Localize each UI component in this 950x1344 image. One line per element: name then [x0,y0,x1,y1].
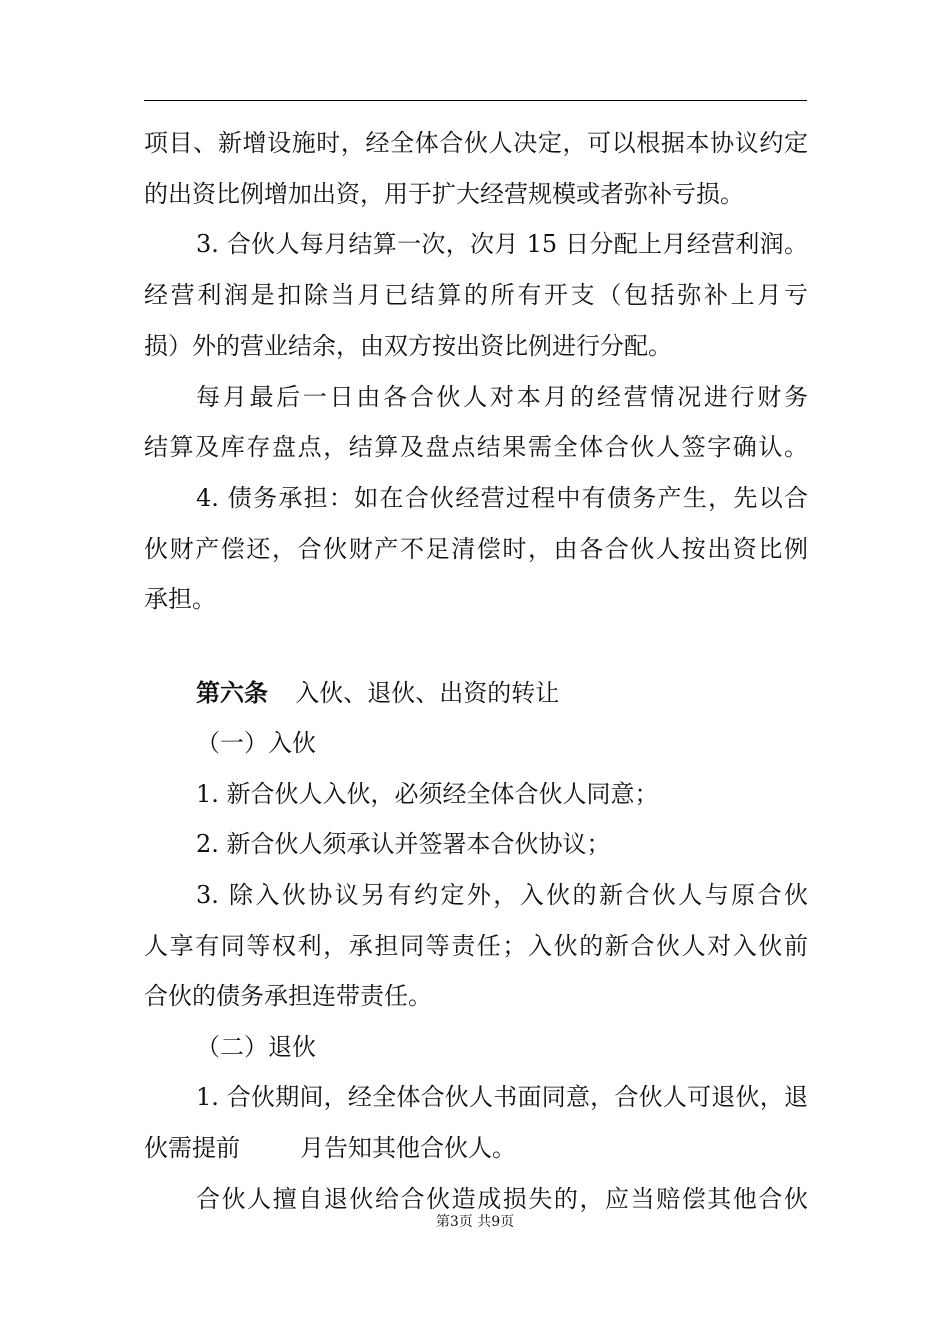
body-line: 项目、新增设施时，经全体合伙人决定，可以根据本协议约定 [144,129,808,157]
body-line: 每月最后一日由各合伙人对本月的经营情况进行财务 [196,383,808,411]
article-number: 第六条 [196,678,268,707]
body-line: 损）外的营业结余，由双方按出资比例进行分配。 [144,332,672,360]
body-line: 人享有同等权利，承担同等责任；入伙的新合伙人对入伙前 [144,932,808,960]
body-line: 3. 合伙人每月结算一次，次月 15 日分配上月经营利润。 [196,230,808,258]
body-line: 合伙人擅自退伙给合伙造成损失的，应当赔偿其他合伙 [196,1185,808,1213]
body-line: 经营利润是扣除当月已结算的所有开支（包括弥补上月亏 [144,281,808,309]
notice-prefix: 伙需提前 [144,1134,240,1162]
body-line: 承担。 [144,585,216,613]
body-line: 伙财产偿还，合伙财产不足清偿时，由各合伙人按出资比例 [144,535,808,563]
header-rule [144,100,807,101]
article-title: 入伙、退伙、出资的转让 [295,679,560,707]
list-item: 1. 合伙期间，经全体合伙人书面同意，合伙人可退伙，退 [196,1083,808,1111]
body-line: 4. 债务承担：如在合伙经营过程中有债务产生，先以合 [196,484,808,512]
article-heading [196,676,808,710]
section-heading: （二）退伙 [196,1033,316,1061]
body-line: 结算及库存盘点，结算及盘点结果需全体合伙人签字确认。 [144,433,808,461]
list-item: 1. 新合伙人入伙，必须经全体合伙人同意； [196,780,659,808]
body-line [144,1131,808,1165]
list-item: 2. 新合伙人须承认并签署本合伙协议； [196,830,611,858]
page-number: 第3页 共9页 [435,1214,515,1230]
notice-suffix: 月告知其他合伙人。 [300,1134,516,1162]
list-item: 3. 除入伙协议另有约定外，入伙的新合伙人与原合伙 [196,881,808,909]
body-line: 合伙的债务承担连带责任。 [144,982,432,1010]
section-heading: （一）入伙 [196,729,316,757]
body-line: 的出资比例增加出资，用于扩大经营规模或者弥补亏损。 [144,180,744,208]
